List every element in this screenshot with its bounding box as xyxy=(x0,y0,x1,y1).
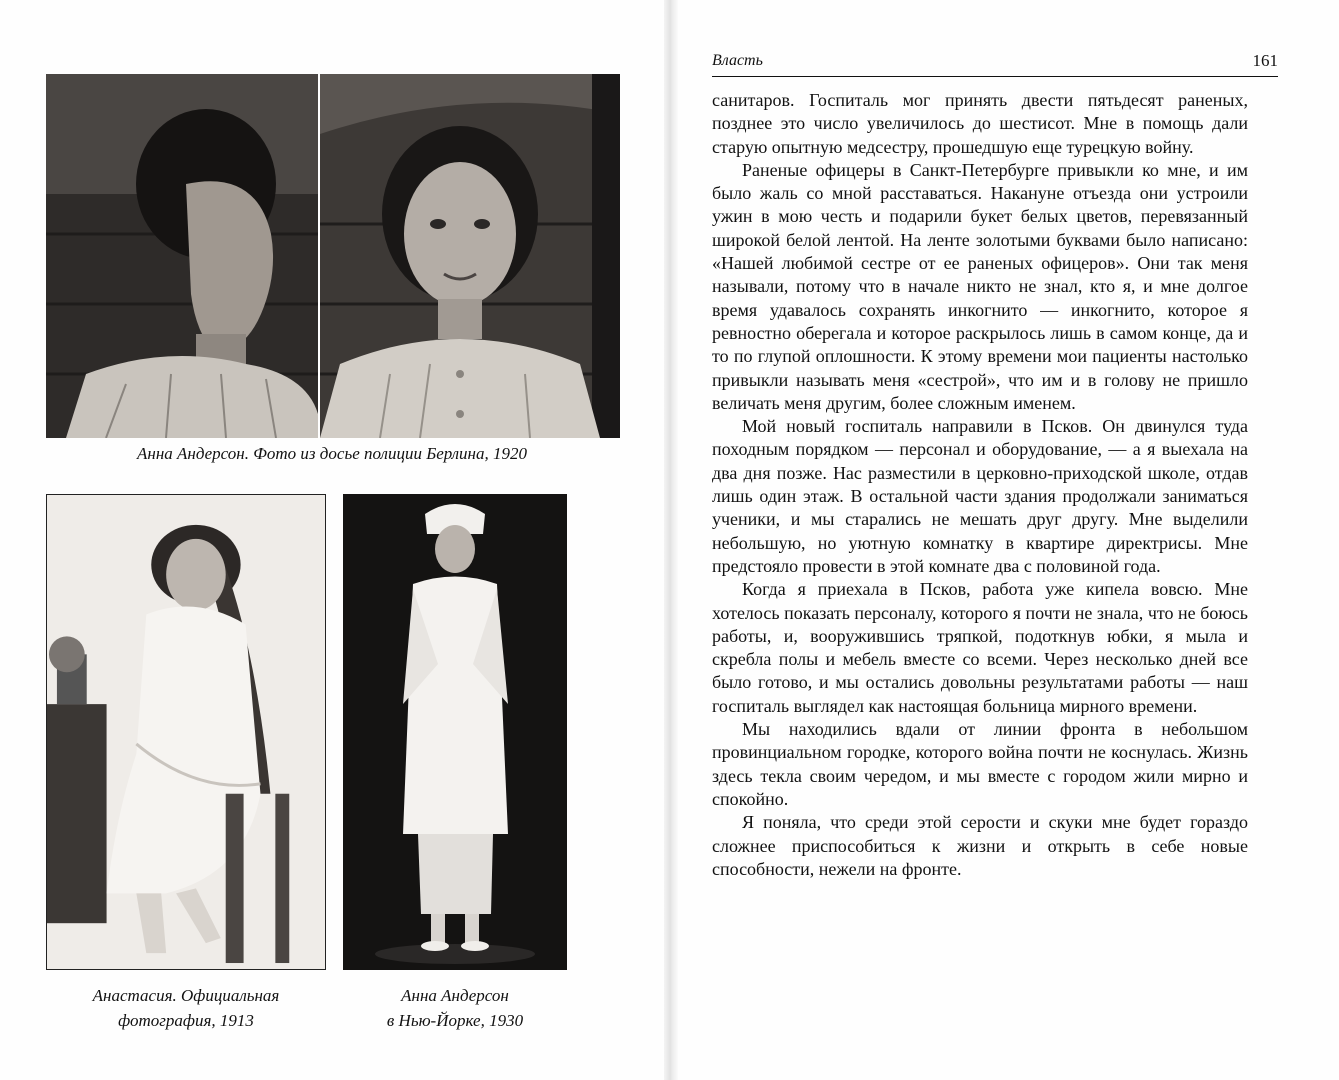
paragraph: Я поняла, что среди этой серости и скуки мне будет гораздо сложнее приспособиться к жизни и открыть в себе новые способности, нежели на фронте. xyxy=(712,812,1248,879)
left-page xyxy=(0,0,664,1080)
caption-bottom-right: Анна Андерсон в Нью-Йорке, 1930 xyxy=(386,986,524,1030)
caption-top: Анна Андерсон. Фото из досье полиции Берлина, 1920 xyxy=(137,444,527,463)
paragraph: Мой новый госпиталь направили в Псков. Он двинулся туда походным порядком — персонал и оборудование, — а я выехала на два дня позже. Нас разместили в церковно-приходской школе, отдав лишь один этаж. В остальной части здания продолжали заниматься ученики, и мы старались не мешать друг другу. Мне выделили небольшую, но уютную комнатку в квартире директрисы. Мне предстояло провести в этой комнате два с половиной года. xyxy=(712,416,1248,576)
right-page xyxy=(680,0,1339,1080)
photo-standing-woman xyxy=(343,494,567,970)
body-text xyxy=(712,89,1248,881)
book-spine xyxy=(664,0,678,1080)
running-title: Власть xyxy=(712,52,763,69)
paragraph: санитаров. Госпиталь мог принять двести пятьдесят раненых, позднее это число увеличилось до шестисот. Мне в помощь дали старую опытную медсестру, прошедшую еще турецкую войну. xyxy=(712,90,1248,157)
photo-seated-girl xyxy=(46,494,326,970)
paragraph: Мы находились вдали от линии фронта в небольшом провинциальном городке, которого война почти не коснулась. Жизнь здесь текла своим чередом, и мы вместе с городом жили мирно и спокойно. xyxy=(712,719,1248,809)
paragraph: Раненые офицеры в Санкт-Петербурге привыкли ко мне, и им было жаль со мной расставаться. Накануне отъезда они устроили ужин в мою честь и подарили букет белых цветов, перевязанный широкой белой лентой. На ленте золотыми буквами было написано: «Нашей любимой сестре от ее раненых офицеров». Они так меня называли, потому что в начале никто не знал, кто я, и мне долгое время удавалось сохранять инкогнито — инкогнито, которое я ревностно оберегала и которое раскрылось лишь в самом конце, да и то по глупой оплошности. К этому времени мои пациенты настолько привыкли называть меня «сестрой», что им и в голову не пришло величать меня другим, более сложным именем. xyxy=(712,159,1248,413)
photo-mugshot-front xyxy=(320,74,620,438)
photo-mugshot-profile xyxy=(46,74,318,438)
running-head xyxy=(712,50,1278,77)
page-number: 161 xyxy=(1252,51,1278,70)
paragraph: Когда я приехала в Псков, работа уже кипела вовсю. Мне хотелось показать персоналу, которого я почти не знала, что не боюсь работы, и, вооружившись тряпкой, подоткнув юбки, я мыла и скребла полы и мебель вместе со всеми. Через несколько дней все было готово, и мы остались довольны результатами работы — наш госпиталь выглядел как настоящая больница мирного времени. xyxy=(712,579,1248,716)
caption-bottom-left: Анастасия. Официальная фотография, 1913 xyxy=(92,986,280,1030)
